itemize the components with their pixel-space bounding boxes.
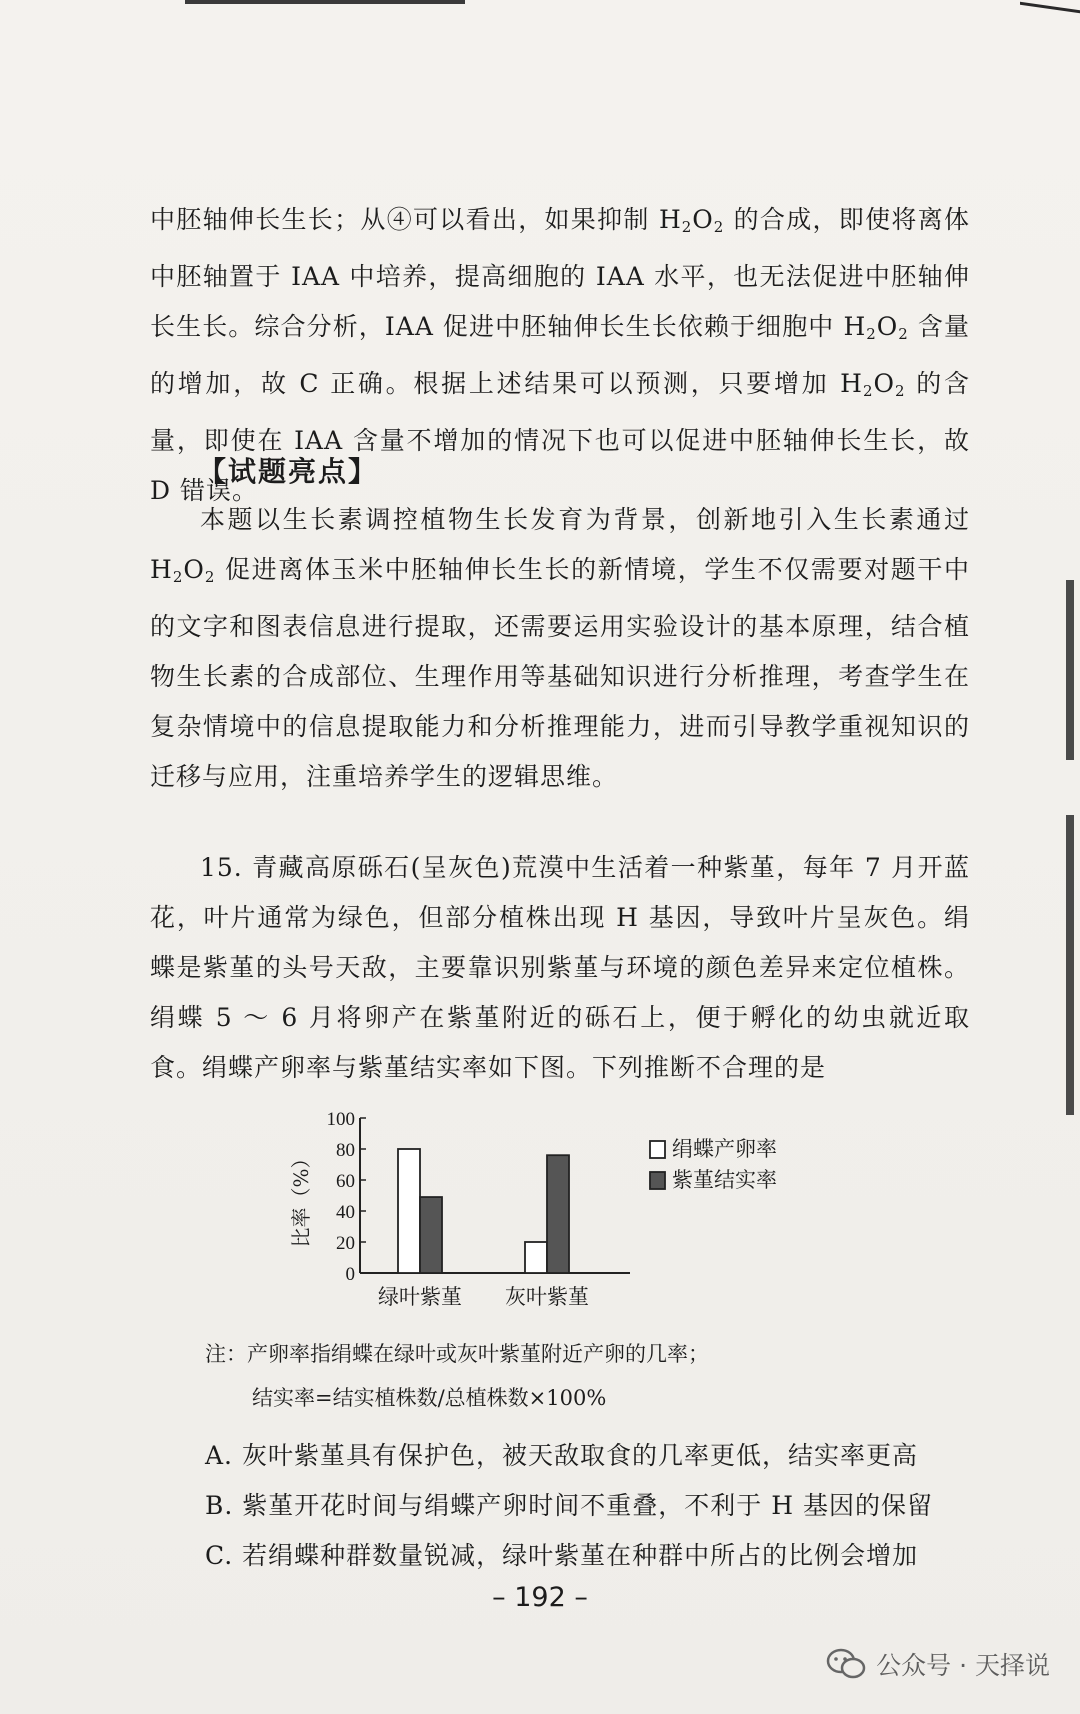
- paragraph-highlight: 本题以生长素调控植物生长发育为背景，创新地引入生长素通过 $H_2O_2$ 促进离体玉米中胚轴伸长生长的新情境，学生不仅需要对题干中的文字和图表信息进行提取，还需要运用实验设计的基本原理，结合植物生长素的合成部位、生理作用等基础知识进行分析推理，考查学生在复杂情境中的信息提取能力和分析推理能力，进而引导教学重视知识的迁移与应用，注重培养学生的逻辑思维。: [150, 505, 970, 791]
- bar-chart: [289, 1098, 820, 1323]
- note-line-2: 结实率=结实植株数/总植株数×100%: [252, 1386, 607, 1410]
- y-tick-label: 80: [336, 1140, 355, 1161]
- question-15-stem: 15. 青藏高原砾石(呈灰色)荒漠中生活着一种紫堇，每年 7 月开蓝花，叶片通常为绿色，但部分植株出现 H 基因，导致叶片呈灰色。绢蝶是紫堇的头号天敌，主要靠识别紫堇与环境的颜色差异来定位植株。绢蝶 5 ～ 6 月将卵产在紫堇附近的砾石上，便于孵化的幼虫就近取食。绢蝶产卵率与紫堇结实率如下图。下列推断不合理的是: [150, 853, 970, 1082]
- legend-swatch-紫堇结实率: [650, 1172, 665, 1189]
- wechat-icon: [826, 1647, 866, 1681]
- page-corner: [1020, 2, 1080, 31]
- y-tick-label: 60: [336, 1171, 355, 1192]
- x-tick-label: 绿叶紫堇: [378, 1285, 462, 1309]
- bar-紫堇结实率-灰叶紫堇: [547, 1155, 569, 1273]
- y-axis-label: 比率（%）: [289, 1148, 313, 1248]
- top-edge-bar: [185, 0, 465, 4]
- watermark-text: 公众号 · 天择说: [876, 1651, 1050, 1680]
- section-heading: 【试题亮点】: [198, 455, 379, 488]
- option-b: B. 紫堇开花时间与绢蝶产卵时间不重叠，不利于 H 基因的保留: [205, 1491, 933, 1520]
- y-tick-label: 0: [345, 1264, 355, 1285]
- y-tick-label: 100: [326, 1109, 355, 1130]
- x-tick-label: 灰叶紫堇: [505, 1285, 589, 1309]
- bar-紫堇结实率-绿叶紫堇: [420, 1197, 442, 1273]
- paragraph-analysis: 中胚轴伸长生长；从④可以看出，如果抑制 $H_2O_2$ 的合成，即使将离体中胚轴置于 IAA 中培养，提高细胞的 IAA 水平，也无法促进中胚轴伸长生长。综合分析，IAA 促进中胚轴伸长生长依赖于细胞中 $H_2O_2$ 含量的增加，故 C 正确。根据上述结果可以预测，只要增加 $H_2O_2$ 的含量，即使在 IAA 含量不增加的情况下也可以促进中胚轴伸长生长，故 D 错误。: [150, 205, 970, 505]
- y-tick-label: 20: [336, 1233, 355, 1254]
- legend-swatch-绢蝶产卵率: [650, 1141, 665, 1158]
- y-tick-label: 40: [336, 1202, 355, 1223]
- legend-label: 紫堇结实率: [672, 1168, 777, 1192]
- right-edge-mark: [1066, 580, 1074, 760]
- watermark: [826, 1646, 1050, 1682]
- bar-绢蝶产卵率-绿叶紫堇: [398, 1149, 420, 1273]
- right-edge-mark: [1066, 815, 1074, 1115]
- note-line-1: 注：产卵率指绢蝶在绿叶或灰叶紫堇附近产卵的几率；: [205, 1342, 709, 1366]
- option-c: C. 若绢蝶种群数量锐减，绿叶紫堇在种群中所占的比例会增加: [205, 1541, 919, 1570]
- legend-label: 绢蝶产卵率: [672, 1137, 777, 1161]
- page-number: – 192 –: [492, 1582, 588, 1613]
- option-a: A. 灰叶紫堇具有保护色，被天敌取食的几率更低，结实率更高: [205, 1441, 918, 1470]
- bar-绢蝶产卵率-灰叶紫堇: [525, 1242, 547, 1273]
